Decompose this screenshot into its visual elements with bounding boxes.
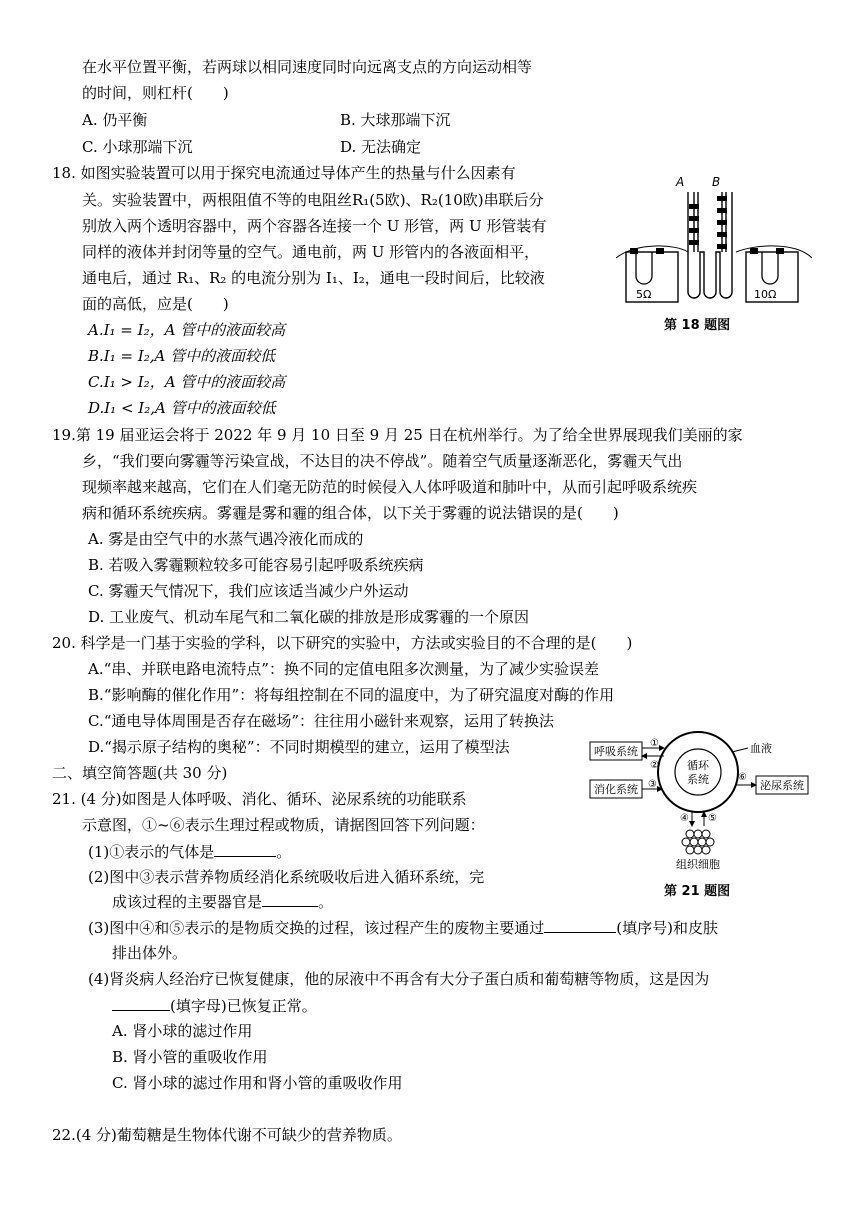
blood-circle: [658, 732, 738, 812]
q19-option-d: D. 工业废气、机动车尾气和二氧化碳的排放是形成雾霾的一个原因: [88, 608, 530, 626]
label-b: B: [712, 175, 721, 189]
label-a: A: [676, 175, 685, 189]
q19-option-b: B. 若吸入雾霾颗粒较多可能容易引起呼吸系统疾病: [88, 556, 424, 574]
circulation-circle: [675, 749, 721, 795]
q20-option-c: C.“通电导体周围是否存在磁场”：往往用小磁针来观察，运用了转换法: [88, 712, 555, 730]
q21-part-3: (3)图中④和⑤表示的是物质交换的过程，该过程产生的废物主要通过 (填序号)和皮肤: [88, 916, 718, 939]
marker-6: ⑥: [738, 772, 747, 783]
q20-option-d: D.“揭示原子结构的奥秘”：不同时期模型的建立，运用了模型法: [88, 738, 510, 756]
answer-blank-1[interactable]: [214, 840, 276, 857]
q21-option-a: A. 肾小球的滤过作用: [112, 1022, 253, 1040]
q18-option-a: A.I₁ = I₂，A 管中的液面较高: [88, 321, 286, 339]
q17-option-d: D. 无法确定: [340, 138, 422, 156]
digestive-label: 消化系统: [594, 783, 638, 796]
q18-stem-line: 同样的液体并封闭等量的空气。通电前，两 U 形管内的各液面相平，: [82, 243, 540, 261]
figure-21-diagram: [588, 730, 810, 880]
q18-option-d: D.I₁ < I₂,A 管中的液面较低: [88, 399, 276, 417]
q18-stem-line: 关。实验装置中，两根阻值不等的电阻丝R₁(5欧)、R₂(10欧)串联后分: [82, 191, 544, 209]
answer-blank-4[interactable]: [112, 994, 170, 1011]
q21-part-2-line: (2)图中③表示营养物质经消化系统吸收后进入循环系统，完: [88, 868, 485, 886]
r2-label: 10Ω: [754, 288, 777, 301]
q21-option-b: B. 肾小管的重吸收作用: [112, 1048, 268, 1066]
marker-1: ①: [650, 738, 659, 749]
q18-option-b: B.I₁ = I₂,A 管中的液面较低: [88, 347, 276, 365]
figure-18-apparatus: [616, 172, 812, 306]
q18-stem-line: 面的高低，应是( ): [82, 295, 229, 313]
q21-part-4: (填字母)已恢复正常。: [112, 994, 317, 1017]
q20-option-a: A.“串、并联电路电流特点”：换不同的定值电阻多次测量，为了减少实验误差: [88, 660, 599, 678]
marker-4: ④: [680, 813, 689, 824]
section-2-heading: 二、填空简答题(共 30 分): [52, 764, 228, 782]
answer-blank-2[interactable]: [262, 890, 318, 907]
resistor-wire-right: [762, 252, 778, 284]
q21-part-4-line: (4)肾炎病人经治疗已恢复健康，他的尿液中不再含有大分子蛋白质和葡萄糖等物质，这是因为: [88, 970, 710, 988]
q17-option-a: A. 仍平衡: [82, 111, 148, 129]
q20-stem: 20. 科学是一门基于实验的学科，以下研究的实验中，方法或实验目的不合理的是( ): [52, 634, 633, 652]
q18-stem-line: 别放入两个透明容器中，两个容器各连接一个 U 形管，两 U 形管装有: [82, 217, 547, 235]
q19-stem-line: 病和循环系统疾病。雾霾是雾和霾的组合体，以下关于雾霾的说法错误的是( ): [82, 504, 619, 522]
tissue-cells-icon: [682, 830, 714, 854]
urinary-label: 泌尿系统: [760, 779, 804, 792]
circulation-label-1: 循环: [687, 759, 709, 772]
q20-option-b: B.“影响酶的催化作用”：将每组控制在不同的温度中，为了研究温度对酶的作用: [88, 686, 615, 704]
respiratory-label: 呼吸系统: [594, 745, 638, 758]
q21-stem-line: 示意图，①~⑥表示生理过程或物质，请据图回答下列问题：: [82, 816, 485, 834]
q21-stem-line: 21. (4 分)如图是人体呼吸、消化、循环、泌尿系统的功能联系: [52, 790, 467, 808]
q19-stem-line: 现频率越来越高，它们在人们毫无防范的时候侵入人体呼吸道和肺叶中，从而引起呼吸系统疾: [82, 478, 698, 496]
q21-part-2: 成该过程的主要器官是 。: [112, 890, 333, 913]
q17-stem-line: 在水平位置平衡，若两球以相同速度同时向远离支点的方向运动相等: [82, 58, 533, 76]
answer-blank-3[interactable]: [544, 916, 616, 933]
blood-label: 血液: [750, 742, 772, 755]
marker-5: ⑤: [708, 813, 717, 824]
tissue-label: 组织细胞: [676, 858, 720, 871]
figure-18-caption: 第 18 题图: [664, 318, 731, 333]
figure-21-caption: 第 21 题图: [664, 884, 731, 899]
q17-option-b: B. 大球那端下沉: [340, 111, 451, 129]
q21-part-3-line: 排出体外。: [112, 944, 188, 962]
q17-option-c: C. 小球那端下沉: [82, 138, 193, 156]
r1-label: 5Ω: [636, 288, 652, 301]
marker-3: ③: [648, 779, 657, 790]
resistor-wire-left: [636, 252, 652, 284]
q19-stem-line: 乡，“我们要向雾霾等污染宣战，不达目的决不停战”。随着空气质量逐渐恶化，雾霾天气出: [82, 452, 683, 470]
marker-2: ②: [650, 760, 659, 771]
q22-stem: 22.(4 分)葡萄糖是生物体代谢不可缺少的营养物质。: [52, 1126, 402, 1144]
q21-option-c: C. 肾小球的滤过作用和肾小管的重吸收作用: [112, 1074, 403, 1092]
q19-option-a: A. 雾是由空气中的水蒸气遇冷液化而成的: [88, 530, 364, 548]
q18-option-c: C.I₁ > I₂，A 管中的液面较高: [88, 373, 286, 391]
q18-stem-line: 18. 如图实验装置可以用于探究电流通过导体产生的热量与什么因素有: [52, 164, 516, 182]
q17-stem-line: 的时间，则杠杆( ): [82, 84, 229, 102]
q21-part-1: (1)①表示的气体是 。: [88, 840, 291, 863]
circulation-label-2: 系统: [687, 773, 709, 786]
q19-option-c: C. 雾霾天气情况下，我们应该适当减少户外运动: [88, 582, 409, 600]
q19-stem-line: 19.第 19 届亚运会将于 2022 年 9 月 10 日至 9 月 25 日在杭州举行。为了给全世界展现我们美丽的家: [52, 426, 743, 444]
q18-stem-line: 通电后，通过 R₁、R₂ 的电流分别为 I₁、I₂，通电一段时间后，比较液: [82, 269, 545, 287]
